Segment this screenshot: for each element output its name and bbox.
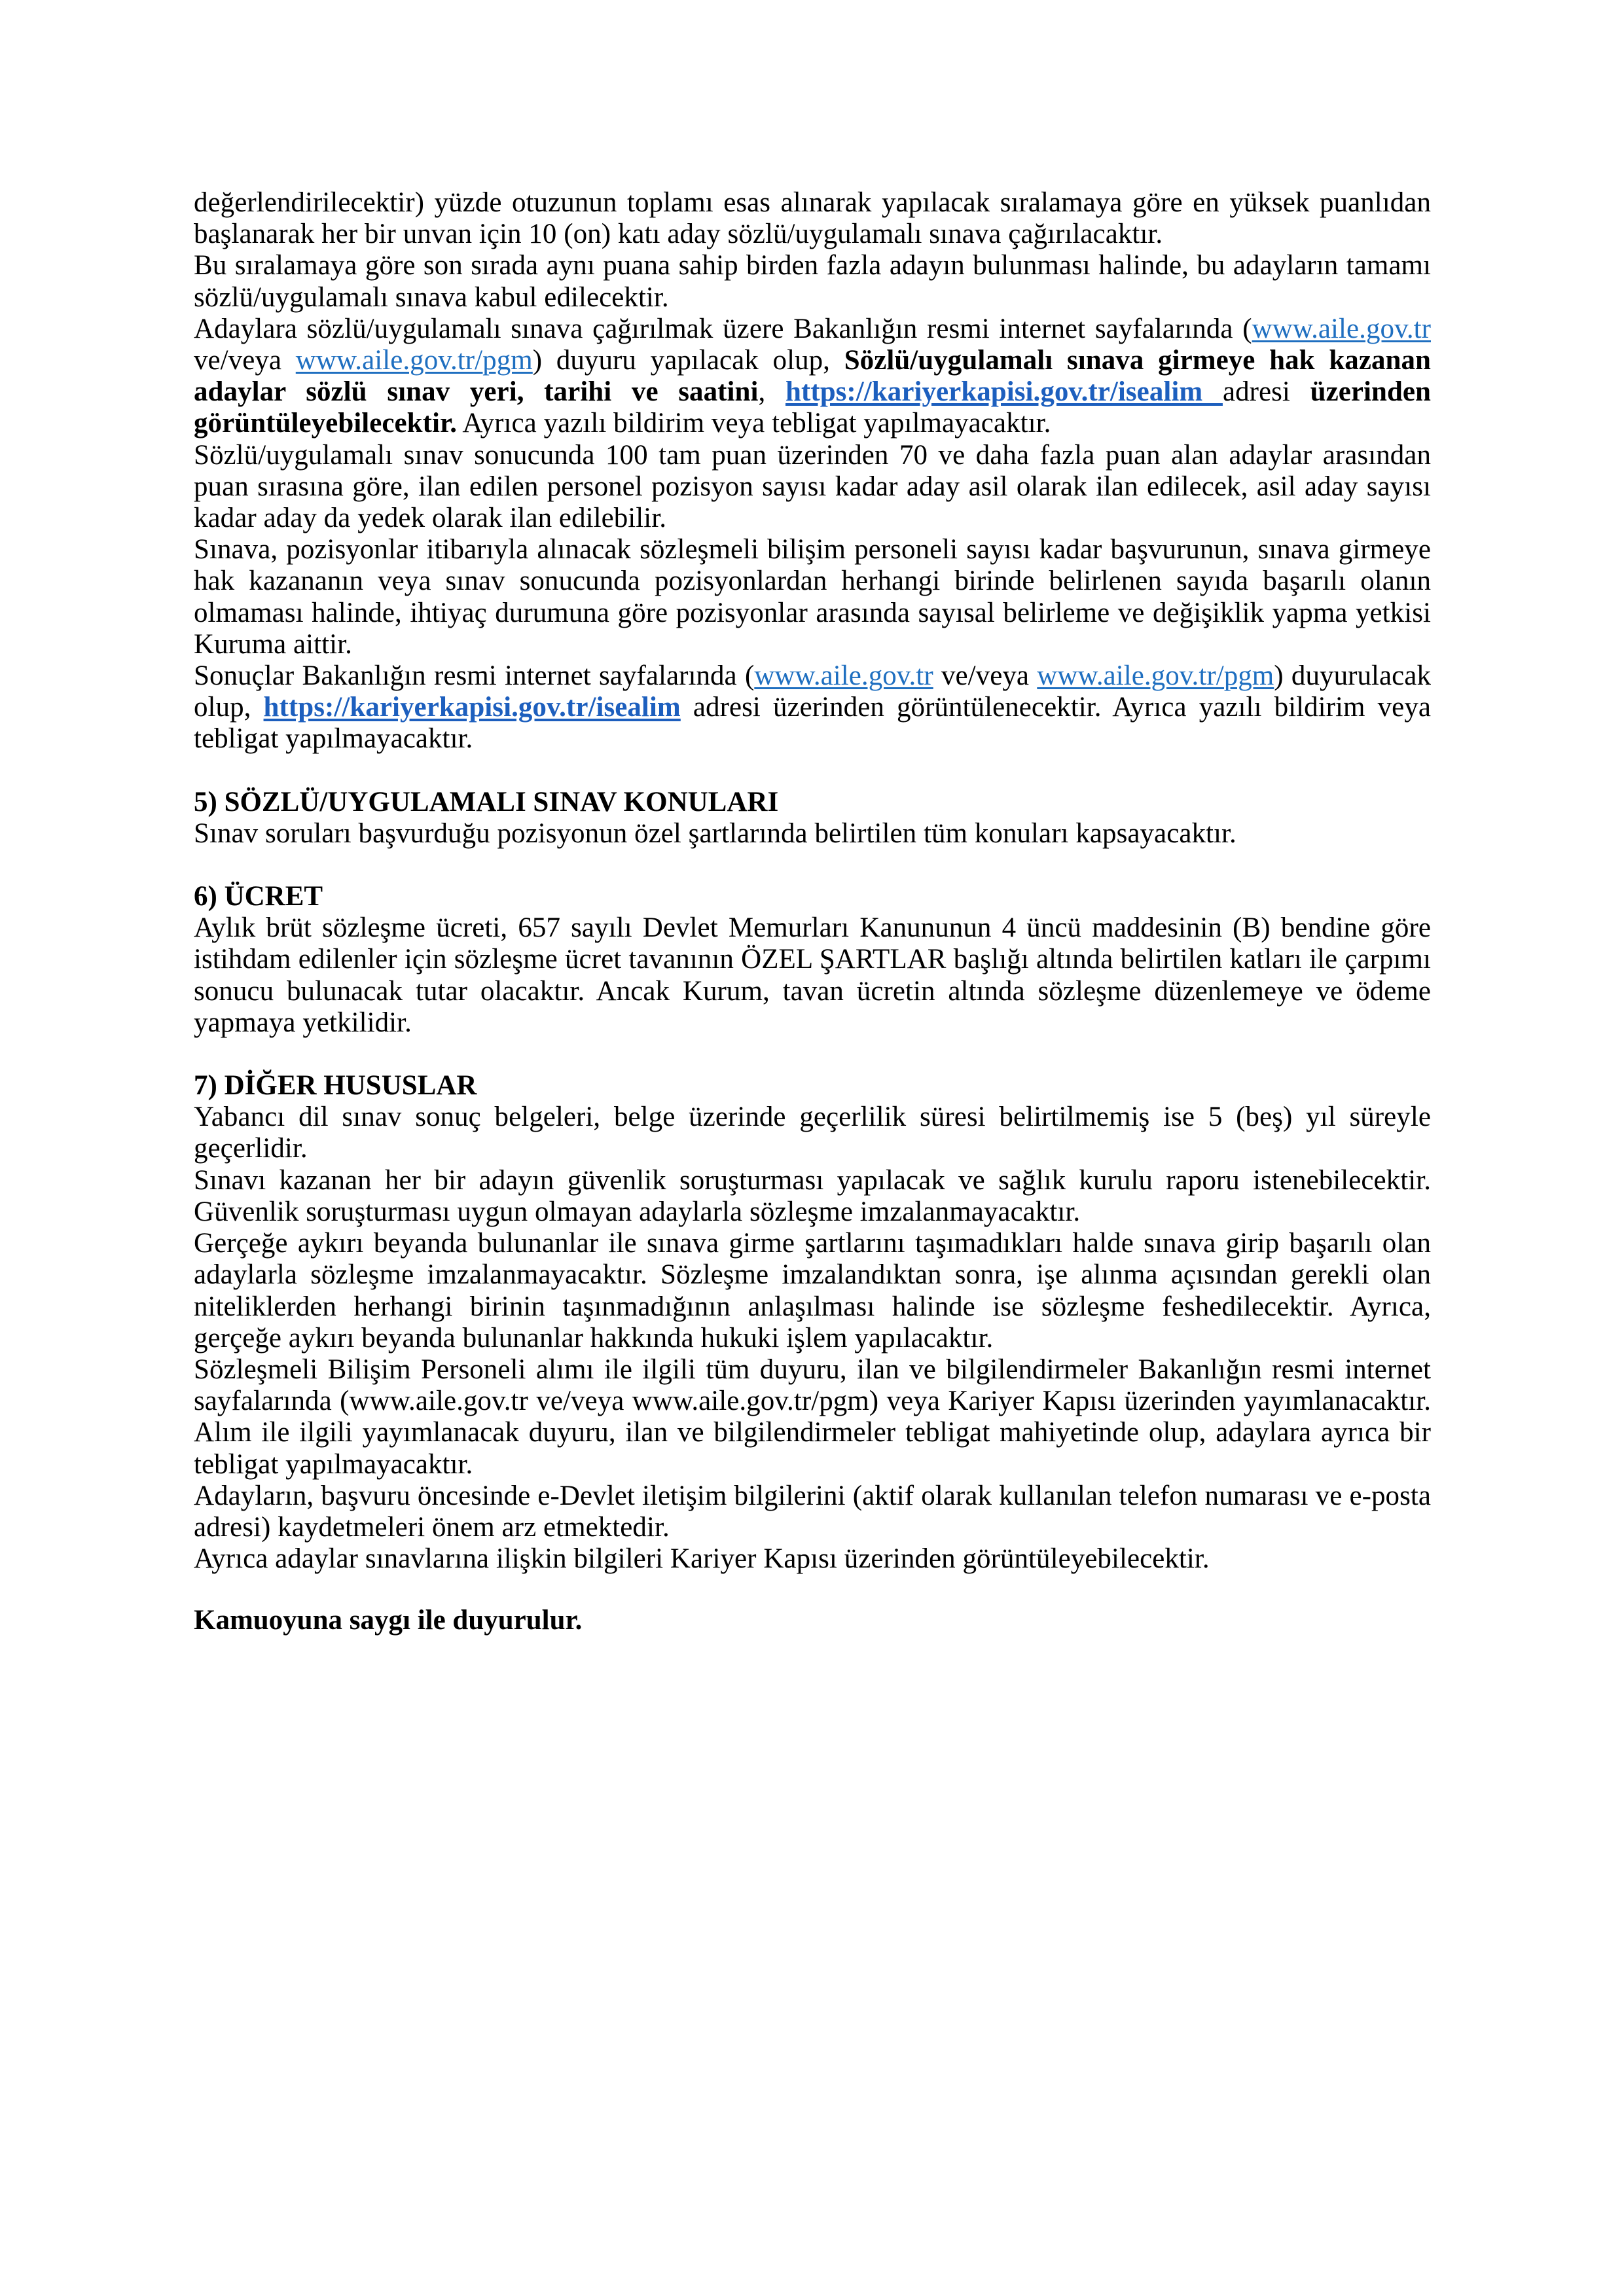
paragraph-tie-breaking: Bu sıralamaya göre son sırada aynı puana sahip birden fazla adayın bulunması halinde, bu adayların tamamı sözlü/uygulamalı sınava kabul edilecektir. [194,250,1431,313]
closing-statement: Kamuoyuna saygı ile duyurulur. [194,1605,583,1636]
text-segment: Adaylara sözlü/uygulamalı sınava çağırılmak üzere Bakanlığın resmi internet sayfalarında ( [194,313,1252,344]
text-segment: ve/veya [194,345,296,376]
spacer [194,1039,1431,1070]
text-segment: ) duyuru yapılacak olup, [532,345,844,376]
paragraph-kariyer-kapisi-viewing: Ayrıca adaylar sınavlarına ilişkin bilgileri Kariyer Kapısı üzerinden görüntüleyebilecektir. [194,1543,1210,1575]
link-aile-gov-tr-pgm-results[interactable]: www.aile.gov.tr/pgm [1037,660,1274,692]
spacer [194,1575,1431,1605]
link-kariyerkapisi-isealim-results[interactable]: https://kariyerkapisi.gov.tr/isealim [263,692,681,723]
paragraph-exam-announcement [194,314,1431,440]
paragraph-edevlet-contact-info: Adayların, başvuru öncesinde e-Devlet iletişim bilgilerini (aktif olarak kullanılan telefon numarası ve e-posta adresi) kaydetmeleri önem arz etmektedir. [194,1480,1431,1543]
link-aile-gov-tr-pgm[interactable]: www.aile.gov.tr/pgm [295,345,533,376]
text-segment: Ayrıca yazılı bildirim veya tebligat yapılmayacaktır. [457,408,1051,439]
heading-6-fee: 6) ÜCRET [194,881,323,912]
paragraph-false-declaration: Gerçeğe aykırı beyanda bulunanlar ile sınava girme şartlarını taşımadıkları halde sınava girip başarılı olan adaylarla sözleşme imzalanmayacaktır. Sözleşme imzalandıktan sonra, işe alınma açısından gerekli olan niteliklerden herhangi birinin taşınmadığının anlaşılması halinde ise sözleşme feshedilecektir. Ayrıca, gerçeğe aykırı beyanda bulunanlar hakkında hukuki işlem yapılacaktır. [194,1228,1431,1354]
paragraph-position-adjustment: Sınava, pozisyonlar itibarıyla alınacak sözleşmeli bilişim personeli sayısı kadar başvurunun, sınava girmeye hak kazananın veya sınav sonucunda pozisyonlardan herhangi birinde belirlenen sayıda başarılı olanın olmaması halinde, ihtiyaç durumuna göre pozisyonlar arasında sayısal belirleme ve değişiklik yapma yetkisi Kuruma aittir. [194,534,1431,660]
document-body [194,187,1431,1637]
text-segment: ) duyurulacak olup, [194,660,1431,723]
paragraph-evaluation-ranking: değerlendirilecektir) yüzde otuzunun toplamı esas alınarak yapılacak sıralamaya göre en yüksek puanlıdan başlanarak her bir unvan için 10 (on) katı aday sözlü/uygulamalı sınava çağırılacaktır. [194,187,1431,250]
heading-7-other-matters: 7) DİĞER HUSUSLAR [194,1070,477,1102]
paragraph-results-announcement [194,660,1431,755]
text-segment: Sonuçlar Bakanlığın resmi internet sayfalarında ( [194,660,755,692]
spacer [194,755,1431,787]
heading-5-exam-topics: 5) SÖZLÜ/UYGULAMALI SINAV KONULARI [194,786,779,817]
paragraph-security-investigation: Sınavı kazanan her bir adayın güvenlik soruşturması yapılacak ve sağlık kurulu raporu istenebilecektir. Güvenlik soruşturması uygun olmayan adaylarla sözleşme imzalanmayacaktır. [194,1164,1431,1227]
link-aile-gov-tr[interactable]: www.aile.gov.tr [1252,313,1431,344]
link-aile-gov-tr-results[interactable]: www.aile.gov.tr [754,660,933,692]
paragraph-exam-topics: Sınav soruları başvurduğu pozisyonun özel şartlarında belirtilen tüm konuları kapsayacaktır. [194,817,1236,849]
text-segment: adresi üzerinden görüntülenecektir. Ayrıca yazılı bildirim veya tebligat yapılmayacaktır. [194,692,1431,755]
paragraph-salary-details: Aylık brüt sözleşme ücreti, 657 sayılı Devlet Memurları Kanununun 4 üncü maddesinin (B) bendine göre istihdam edilenler için sözleşme ücret tavanının ÖZEL ŞARTLAR başlığı altında belirtilen katları ile çarpımı sonucu bulunacak tutar olacaktır. Ancak Kurum, tavan ücretin altında sözleşme düzenlemeye ve ödeme yapmaya yetkilidir. [194,912,1431,1038]
paragraph-language-certificate-validity: Yabancı dil sınav sonuç belgeleri, belge üzerinde geçerlilik süresi belirtilmemiş ise 5 (beş) yıl süreyle geçerlidir. [194,1102,1431,1164]
bold-viewable-statement: üzerinden görüntüleyebilecektir. [194,376,1432,439]
text-segment: , [758,376,785,408]
paragraph-publication-channels: Sözleşmeli Bilişim Personeli alımı ile ilgili tüm duyuru, ilan ve bilgilendirmeler Bakanlığın resmi internet sayfalarında (www.aile.gov.tr ve/veya www.aile.gov.tr/pgm) veya Kariyer Kapısı üzerinden yayımlanacaktır. Alım ile ilgili yayımlanacak duyuru, ilan ve bilgilendirmeler tebligat mahiyetinde olup, adaylara ayrıca bir tebligat yapılmayacaktır. [194,1354,1431,1480]
text-segment: ve/veya [933,660,1038,692]
bold-exam-details: Sözlü/uygulamalı sınava girmeye hak kazanan adaylar sözlü sınav yeri, tarihi ve saatini [194,345,1431,408]
text-segment: adresi [1222,376,1310,408]
spacer [194,850,1431,881]
link-kariyerkapisi-isealim[interactable]: https://kariyerkapisi.gov.tr/isealim [785,376,1223,408]
paragraph-scoring-threshold: Sözlü/uygulamalı sınav sonucunda 100 tam puan üzerinden 70 ve daha fazla puan alan adaylar arasından puan sırasına göre, ilan edilen personel pozisyon sayısı kadar aday asil olarak ilan edilecek, asil aday sayısı kadar aday da yedek olarak ilan edilebilir. [194,439,1431,534]
